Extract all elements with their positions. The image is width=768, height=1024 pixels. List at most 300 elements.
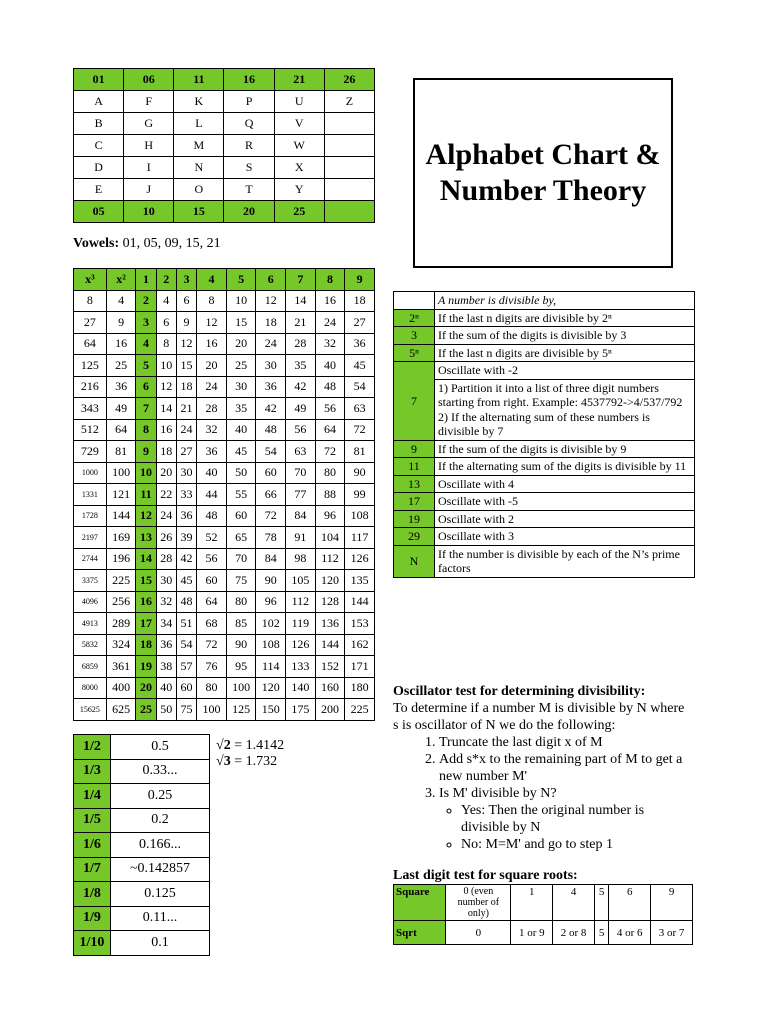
alphabet-cell: Z	[324, 91, 374, 113]
multiple-cell: 16	[315, 290, 345, 312]
multiple-cell: 98	[286, 548, 316, 570]
cube-cell: 27	[74, 312, 107, 334]
powers-row	[74, 333, 375, 355]
square-digit: 0 (even number of only)	[446, 885, 511, 921]
multiple-cell: 12	[197, 312, 227, 334]
root-number: 2	[223, 738, 231, 753]
base-cell: 3	[136, 312, 156, 334]
multiple-cell: 90	[256, 570, 286, 592]
multiple-cell: 22	[156, 484, 176, 506]
multiple-cell: 15	[176, 355, 196, 377]
multiple-cell: 21	[286, 312, 316, 334]
root-symbol: √	[216, 754, 224, 769]
fraction-row	[74, 735, 210, 760]
alphabet-row	[74, 157, 375, 179]
multiple-cell: 114	[256, 656, 286, 678]
square-row	[394, 885, 693, 921]
powers-row	[74, 699, 375, 721]
alphabet-footer-cell: 15	[174, 201, 224, 223]
multiple-cell: 72	[197, 634, 227, 656]
multiple-cell: 42	[286, 376, 316, 398]
divisibility-row	[394, 510, 695, 528]
divisibility-rule: If the last n digits are divisible by 2ⁿ	[435, 309, 695, 327]
multiple-cell: 36	[197, 441, 227, 463]
powers-header-cell: 4	[197, 269, 227, 291]
multiple-cell: 72	[256, 505, 286, 527]
powers-row	[74, 376, 375, 398]
divisibility-row	[394, 475, 695, 493]
cube-cell: 729	[74, 441, 107, 463]
multiple-cell: 38	[156, 656, 176, 678]
square-cell: 121	[106, 484, 136, 506]
multiple-cell: 10	[156, 355, 176, 377]
cube-cell: 1000	[74, 462, 107, 484]
square-cell: 4	[106, 290, 136, 312]
square-cell: 361	[106, 656, 136, 678]
multiple-cell: 52	[197, 527, 227, 549]
fraction-row	[74, 808, 210, 833]
alphabet-footer-cell: 20	[224, 201, 274, 223]
multiple-cell: 152	[315, 656, 345, 678]
divisibility-heading: A number is divisible by,	[435, 292, 695, 310]
divisibility-key: 7	[394, 362, 435, 441]
multiple-cell: 54	[256, 441, 286, 463]
multiple-cell: 44	[197, 484, 227, 506]
multiple-cell: 81	[345, 441, 375, 463]
divisibility-rule: If the alternating sum of the digits is divisible by 11	[435, 458, 695, 476]
fraction-label: 1/9	[74, 906, 111, 931]
alphabet-cell: B	[74, 113, 124, 135]
fraction-label: 1/10	[74, 931, 111, 956]
cube-cell: 8	[74, 290, 107, 312]
square-cell: 256	[106, 591, 136, 613]
oscillator-step-text: Is M' divisible by N?	[439, 786, 557, 801]
base-cell: 6	[136, 376, 156, 398]
cube-cell: 512	[74, 419, 107, 441]
base-cell: 4	[136, 333, 156, 355]
fraction-value: 0.33...	[111, 759, 210, 784]
powers-header-cell: 3	[176, 269, 196, 291]
multiple-cell: 28	[197, 398, 227, 420]
multiple-cell: 90	[345, 462, 375, 484]
multiple-cell: 60	[176, 677, 196, 699]
multiple-cell: 18	[176, 376, 196, 398]
multiple-cell: 57	[176, 656, 196, 678]
multiple-cell: 30	[226, 376, 256, 398]
multiple-cell: 126	[286, 634, 316, 656]
multiple-cell: 36	[345, 333, 375, 355]
base-cell: 18	[136, 634, 156, 656]
sqrt-digit: 4 or 6	[609, 921, 651, 945]
square-cell: 9	[106, 312, 136, 334]
multiple-cell: 24	[176, 419, 196, 441]
powers-row	[74, 548, 375, 570]
multiple-cell: 8	[156, 333, 176, 355]
alphabet-footer-cell	[324, 201, 374, 223]
alphabet-cell: R	[224, 135, 274, 157]
multiple-cell: 50	[156, 699, 176, 721]
square-digit: 4	[553, 885, 595, 921]
fraction-row	[74, 882, 210, 907]
multiple-cell: 180	[345, 677, 375, 699]
alphabet-cell: E	[74, 179, 124, 201]
multiple-cell: 133	[286, 656, 316, 678]
multiple-cell: 48	[315, 376, 345, 398]
base-cell: 25	[136, 699, 156, 721]
multiple-cell: 200	[315, 699, 345, 721]
powers-row	[74, 462, 375, 484]
alphabet-cell: P	[224, 91, 274, 113]
powers-header-cell: 1	[136, 269, 156, 291]
square-digit: 5	[595, 885, 609, 921]
multiple-cell: 30	[156, 570, 176, 592]
multiple-cell: 40	[197, 462, 227, 484]
powers-row	[74, 419, 375, 441]
root-value: = 1.732	[230, 754, 278, 769]
sqrt-digit: 1 or 9	[511, 921, 553, 945]
multiple-cell: 55	[226, 484, 256, 506]
multiple-cell: 14	[286, 290, 316, 312]
base-cell: 10	[136, 462, 156, 484]
fraction-label: 1/8	[74, 882, 111, 907]
alphabet-header-cell: 21	[274, 69, 324, 91]
base-cell: 15	[136, 570, 156, 592]
multiple-cell: 160	[315, 677, 345, 699]
divisibility-key: 5ⁿ	[394, 344, 435, 362]
multiple-cell: 80	[197, 677, 227, 699]
fraction-value: 0.11...	[111, 906, 210, 931]
divisibility-rule: If the sum of the digits is divisible by 3	[435, 327, 695, 345]
sqrt-digit: 2 or 8	[553, 921, 595, 945]
square-roots	[216, 738, 284, 770]
base-cell: 9	[136, 441, 156, 463]
alphabet-footer-row	[74, 201, 375, 223]
base-cell: 5	[136, 355, 156, 377]
alphabet-cell: C	[74, 135, 124, 157]
multiple-cell: 85	[226, 613, 256, 635]
powers-table	[73, 268, 375, 721]
multiple-cell: 6	[156, 312, 176, 334]
divisibility-rule: Oscillate with -5	[435, 493, 695, 511]
vowels-line	[73, 236, 221, 252]
square-cell: 625	[106, 699, 136, 721]
oscillator-step: 1. Truncate the last digit x of M	[439, 734, 693, 751]
multiple-cell: 144	[345, 591, 375, 613]
powers-header-cell: 5	[226, 269, 256, 291]
multiple-cell: 21	[176, 398, 196, 420]
base-cell: 8	[136, 419, 156, 441]
oscillator-intro: To determine if a number M is divisible by N where s is oscillator of N we do the following:	[393, 701, 685, 733]
square-cell: 324	[106, 634, 136, 656]
multiple-cell: 36	[156, 634, 176, 656]
fraction-row	[74, 931, 210, 956]
page-title: Alphabet Chart & Number Theory	[413, 78, 673, 268]
powers-row	[74, 677, 375, 699]
alphabet-footer-cell: 05	[74, 201, 124, 223]
multiple-cell: 72	[345, 419, 375, 441]
fraction-value: 0.125	[111, 882, 210, 907]
square-cell: 25	[106, 355, 136, 377]
multiple-cell: 90	[226, 634, 256, 656]
cube-cell: 2744	[74, 548, 107, 570]
fraction-label: 1/7	[74, 857, 111, 882]
multiple-cell: 64	[197, 591, 227, 613]
divisibility-row	[394, 362, 695, 380]
alphabet-row	[74, 113, 375, 135]
base-cell: 20	[136, 677, 156, 699]
multiple-cell: 100	[226, 677, 256, 699]
divisibility-table	[393, 291, 695, 578]
alphabet-cell	[324, 179, 374, 201]
alphabet-cell: O	[174, 179, 224, 201]
square-cell: 100	[106, 462, 136, 484]
square-cell: 49	[106, 398, 136, 420]
powers-row	[74, 355, 375, 377]
cube-cell: 4913	[74, 613, 107, 635]
multiple-cell: 32	[156, 591, 176, 613]
multiple-cell: 140	[286, 677, 316, 699]
alphabet-cell: W	[274, 135, 324, 157]
base-cell: 7	[136, 398, 156, 420]
divisibility-row	[394, 440, 695, 458]
multiple-cell: 54	[176, 634, 196, 656]
square-digit: 1	[511, 885, 553, 921]
alphabet-cell: H	[124, 135, 174, 157]
multiple-cell: 175	[286, 699, 316, 721]
multiple-cell: 96	[256, 591, 286, 613]
multiple-cell: 28	[286, 333, 316, 355]
cube-cell: 64	[74, 333, 107, 355]
multiple-cell: 108	[256, 634, 286, 656]
fraction-label: 1/2	[74, 735, 111, 760]
divisibility-key: N	[394, 545, 435, 577]
multiple-cell: 6	[176, 290, 196, 312]
multiple-cell: 75	[226, 570, 256, 592]
base-cell: 16	[136, 591, 156, 613]
fraction-row	[74, 759, 210, 784]
multiple-cell: 24	[256, 333, 286, 355]
multiple-cell: 33	[176, 484, 196, 506]
alphabet-cell: F	[124, 91, 174, 113]
divisibility-key: 19	[394, 510, 435, 528]
multiple-cell: 56	[315, 398, 345, 420]
multiple-cell: 68	[197, 613, 227, 635]
alphabet-cell: Q	[224, 113, 274, 135]
alphabet-header-cell: 06	[124, 69, 174, 91]
square-cell: 289	[106, 613, 136, 635]
alphabet-cell: S	[224, 157, 274, 179]
powers-row	[74, 591, 375, 613]
sqrt-label: Sqrt	[394, 921, 446, 945]
vowels-value: 01, 05, 09, 15, 21	[119, 236, 221, 251]
alphabet-cell: D	[74, 157, 124, 179]
multiple-cell: 32	[197, 419, 227, 441]
fraction-value: 0.25	[111, 784, 210, 809]
fraction-value: 0.5	[111, 735, 210, 760]
multiple-cell: 51	[176, 613, 196, 635]
powers-row	[74, 505, 375, 527]
powers-row	[74, 441, 375, 463]
multiple-cell: 60	[197, 570, 227, 592]
square-cell: 36	[106, 376, 136, 398]
divisibility-rule: If the last n digits are divisible by 5ⁿ	[435, 344, 695, 362]
powers-row	[74, 484, 375, 506]
square-cell: 64	[106, 419, 136, 441]
fraction-row	[74, 833, 210, 858]
multiple-cell: 75	[176, 699, 196, 721]
alphabet-row	[74, 91, 375, 113]
multiple-cell: 72	[315, 441, 345, 463]
multiple-cell: 91	[286, 527, 316, 549]
multiple-cell: 32	[315, 333, 345, 355]
multiple-cell: 30	[256, 355, 286, 377]
multiple-cell: 135	[345, 570, 375, 592]
multiple-cell: 76	[197, 656, 227, 678]
multiple-cell: 77	[286, 484, 316, 506]
multiple-cell: 96	[315, 505, 345, 527]
base-cell: 13	[136, 527, 156, 549]
powers-header-row	[74, 269, 375, 291]
multiple-cell: 102	[256, 613, 286, 635]
divisibility-rule: Oscillate with 3	[435, 528, 695, 546]
multiple-cell: 14	[156, 398, 176, 420]
alphabet-cell: M	[174, 135, 224, 157]
multiple-cell: 70	[286, 462, 316, 484]
fraction-table	[73, 734, 210, 956]
root-number: 3	[223, 754, 231, 769]
multiple-cell: 63	[286, 441, 316, 463]
divisibility-row	[394, 379, 695, 440]
cube-cell: 2197	[74, 527, 107, 549]
multiple-cell: 16	[197, 333, 227, 355]
multiple-cell: 8	[197, 290, 227, 312]
powers-row	[74, 527, 375, 549]
powers-header-cell: 7	[286, 269, 316, 291]
multiple-cell: 125	[226, 699, 256, 721]
alphabet-cell	[324, 113, 374, 135]
multiple-cell: 30	[176, 462, 196, 484]
multiple-cell: 56	[197, 548, 227, 570]
multiple-cell: 66	[256, 484, 286, 506]
square-digit: 9	[651, 885, 693, 921]
square-label: Square	[394, 885, 446, 921]
multiple-cell: 70	[226, 548, 256, 570]
multiple-cell: 27	[345, 312, 375, 334]
multiple-cell: 25	[226, 355, 256, 377]
cube-cell: 8000	[74, 677, 107, 699]
multiple-cell: 65	[226, 527, 256, 549]
oscillator-step: 2. Add s*x to the remaining part of M to get a new number M'	[439, 751, 693, 785]
multiple-cell: 50	[226, 462, 256, 484]
multiple-cell: 24	[315, 312, 345, 334]
multiple-cell: 20	[197, 355, 227, 377]
square-cell: 169	[106, 527, 136, 549]
multiple-cell: 35	[226, 398, 256, 420]
multiple-cell: 9	[176, 312, 196, 334]
multiple-cell: 84	[286, 505, 316, 527]
multiple-cell: 42	[256, 398, 286, 420]
powers-row	[74, 312, 375, 334]
divisibility-key: 9	[394, 440, 435, 458]
powers-header-cell: 8	[315, 269, 345, 291]
alphabet-footer-cell: 10	[124, 201, 174, 223]
multiple-cell: 42	[176, 548, 196, 570]
base-cell: 11	[136, 484, 156, 506]
multiple-cell: 12	[176, 333, 196, 355]
multiple-cell: 120	[256, 677, 286, 699]
cube-cell: 5832	[74, 634, 107, 656]
base-cell: 2	[136, 290, 156, 312]
divisibility-row	[394, 528, 695, 546]
square-cell: 144	[106, 505, 136, 527]
multiple-cell: 36	[176, 505, 196, 527]
multiple-cell: 112	[315, 548, 345, 570]
multiple-cell: 105	[286, 570, 316, 592]
alphabet-row	[74, 179, 375, 201]
last-digit-title: Last digit test for square roots:	[393, 868, 578, 883]
oscillator-heading: Oscillator test for determining divisibility:	[393, 684, 646, 699]
base-cell: 17	[136, 613, 156, 635]
powers-header-cell: 9	[345, 269, 375, 291]
multiple-cell: 12	[256, 290, 286, 312]
multiple-cell: 49	[286, 398, 316, 420]
divisibility-row	[394, 545, 695, 577]
multiple-cell: 18	[256, 312, 286, 334]
divisibility-key: 11	[394, 458, 435, 476]
oscillator-step	[439, 785, 693, 853]
multiple-cell: 153	[345, 613, 375, 635]
multiple-cell: 162	[345, 634, 375, 656]
divisibility-row	[394, 344, 695, 362]
multiple-cell: 99	[345, 484, 375, 506]
multiple-cell: 119	[286, 613, 316, 635]
alphabet-cell: K	[174, 91, 224, 113]
alphabet-cell: Y	[274, 179, 324, 201]
alphabet-header-cell: 01	[74, 69, 124, 91]
cube-cell: 15625	[74, 699, 107, 721]
square-cell: 400	[106, 677, 136, 699]
divisibility-key-cell	[394, 292, 435, 310]
multiple-cell: 80	[226, 591, 256, 613]
multiple-cell: 34	[156, 613, 176, 635]
cube-cell: 125	[74, 355, 107, 377]
cube-cell: 216	[74, 376, 107, 398]
powers-header-cell: x³	[74, 269, 107, 291]
multiple-cell: 15	[226, 312, 256, 334]
root-line	[216, 754, 284, 770]
oscillator-substeps	[439, 802, 693, 853]
multiple-cell: 12	[156, 376, 176, 398]
fraction-value: 0.2	[111, 808, 210, 833]
powers-header-cell: 6	[256, 269, 286, 291]
multiple-cell: 40	[315, 355, 345, 377]
multiple-cell: 60	[226, 505, 256, 527]
root-value: = 1.4142	[230, 738, 285, 753]
multiple-cell: 108	[345, 505, 375, 527]
square-cell: 81	[106, 441, 136, 463]
multiple-cell: 120	[315, 570, 345, 592]
alphabet-cell: I	[124, 157, 174, 179]
multiple-cell: 45	[226, 441, 256, 463]
multiple-cell: 28	[156, 548, 176, 570]
base-cell: 19	[136, 656, 156, 678]
multiple-cell: 136	[315, 613, 345, 635]
divisibility-row	[394, 309, 695, 327]
oscillator-substep: ◦ Yes: Then the original number is divisible by N	[461, 802, 693, 836]
alphabet-table	[73, 68, 375, 223]
sqrt-digit: 3 or 7	[651, 921, 693, 945]
vowels-label: Vowels:	[73, 236, 120, 251]
